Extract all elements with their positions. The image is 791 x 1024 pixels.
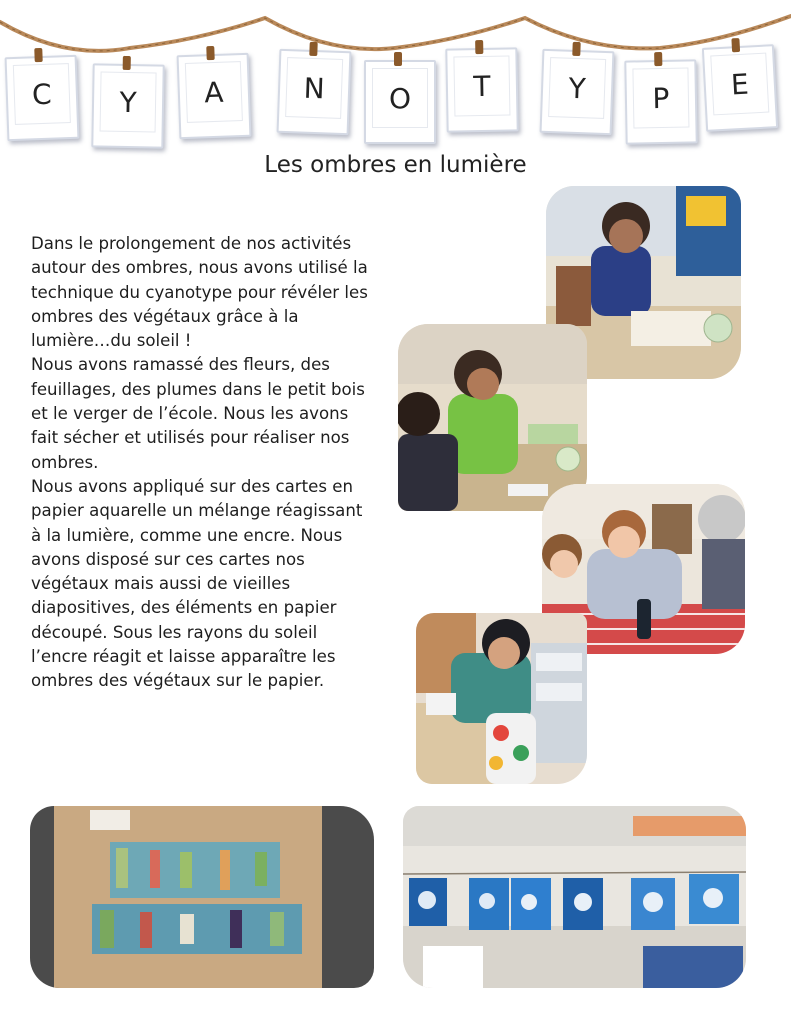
photo-hanging-blue-prints [403,806,746,988]
banner-card-2 [91,63,164,148]
banner-card-4 [277,49,352,135]
banner-card-7 [540,49,615,135]
photo-child-drawing [416,613,587,784]
clothespin-icon [123,56,131,70]
banner-card-8 [624,59,697,144]
banner-letter: N [285,57,343,119]
body-text [31,232,376,694]
banner-letter: C [13,63,71,125]
banner-card-5 [364,60,436,144]
clothespin-icon [34,48,42,62]
clothespin-icon [731,38,740,52]
banner-letter: Y [548,57,606,119]
banner-card-1 [5,55,80,141]
clothespin-icon [654,52,662,66]
clothespin-icon [394,52,402,66]
banner-letter: O [372,68,428,128]
title-banner [0,0,791,160]
banner-letter: T [453,56,510,117]
paragraph-3: Nous avons appliqué sur des cartes en papier aquarelle un mélange réagissant à la lumière, comme une encre. Nous avons disposé sur ces cartes nos végétaux mais aussi de vieilles diapositives, des éléments en papier découpé. Sous les rayons du soleil l’encre réagit et laisse apparaître les ombres des végétaux sur le papier. [31,476,363,691]
banner-letter: A [185,61,243,123]
banner-letter: E [710,53,769,116]
photo-cyanotypes-drying [30,806,374,988]
banner-card-9 [702,44,778,132]
banner-letter: P [632,68,689,129]
banner-card-3 [177,53,252,139]
photo-children-painting-2 [398,324,587,511]
banner-letter: Y [100,72,157,133]
banner-card-6 [445,47,518,132]
clothespin-icon [475,40,483,54]
page-subtitle: Les ombres en lumière [264,152,527,178]
clothespin-icon [309,42,317,56]
clothespin-icon [572,42,580,56]
paragraph-2: Nous avons ramassé des fleurs, des feuillages, des plumes dans le petit bois et le verger de l’école. Nous les avons fait sécher et utilisés pour réaliser nos ombres. [31,355,365,472]
paragraph-1: Dans le prolongement de nos activités autour des ombres, nous avons utilisé la technique du cyanotype pour révéler les ombres des végétaux grâce à la lumière…du soleil ! [31,234,368,351]
clothespin-icon [206,46,214,60]
